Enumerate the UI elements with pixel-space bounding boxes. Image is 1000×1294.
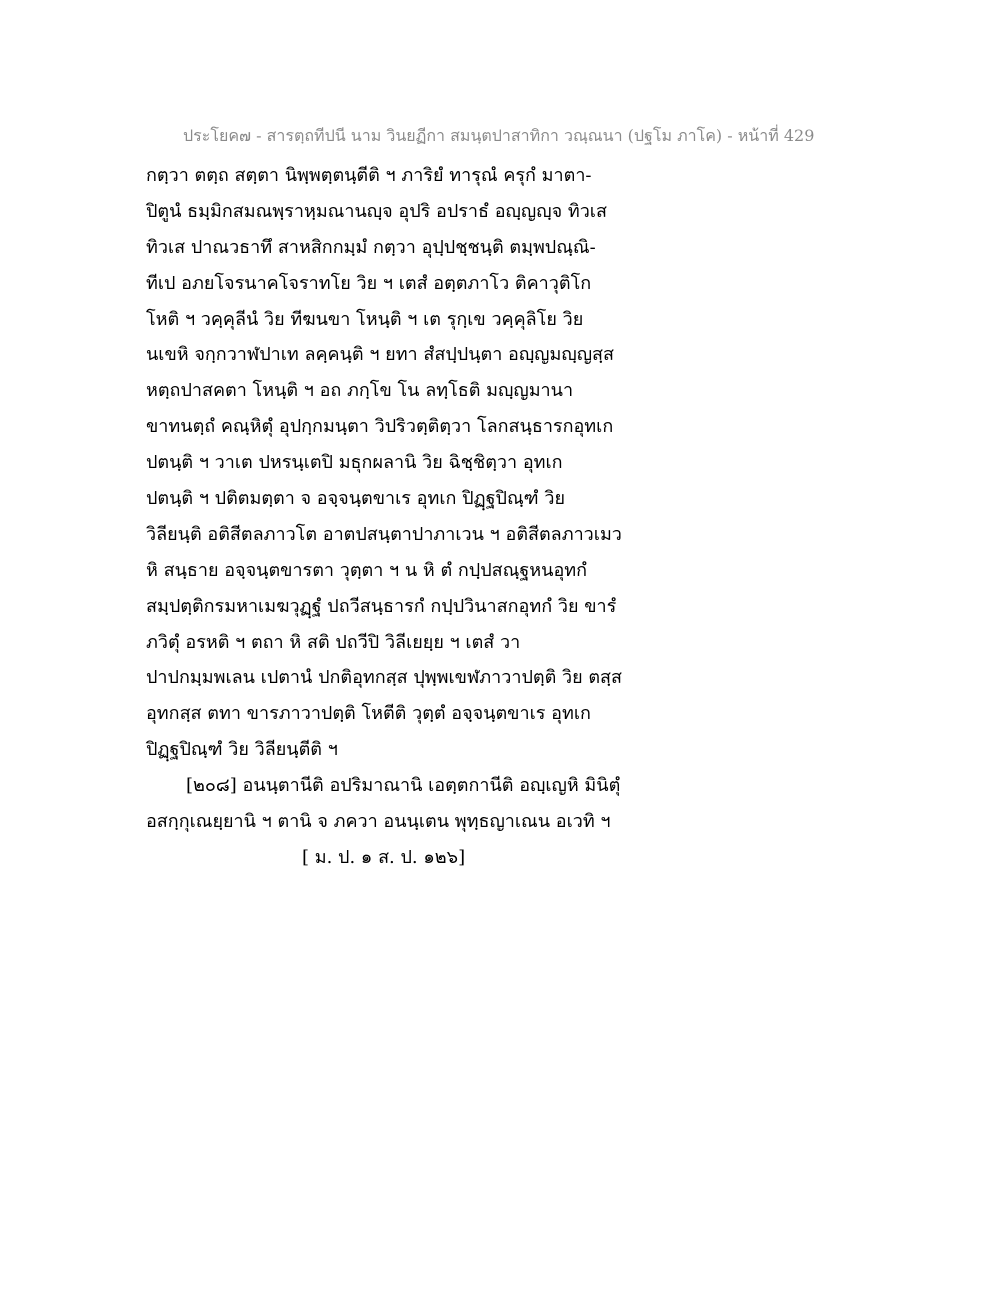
text-line: ทีเป อภยโจรนาคโจราทโย วิย ฯ เตสํ อตฺตภาโว ติคาวุติโก (146, 272, 592, 294)
text-line: นเขหิ จกฺกวาฬปาเท ลคฺคนฺติ ฯ ยทา สํสปฺปนฺตา อญฺญมญฺญสฺส (146, 344, 615, 366)
paragraph-208-line: [๒๐๘] อนนฺตานีติ อปริมาณานิ เอตฺตกานีติ อญฺเญหิ มินิตุํ (186, 775, 621, 797)
text-line: ปิฏฺฐปิณฺฑํ วิย วิลียนฺตีติ ฯ (146, 739, 338, 761)
text-line: ภวิตุํ อรหติ ฯ ตถา หิ สติ ปถวีปิ วิลีเยยฺย ฯ เตสํ วา (146, 631, 521, 653)
text-line: ปาปกมฺมพเลน เปตานํ ปกติอุทกสฺส ปุพฺพเขฬภาวาปตฺติ วิย ตสฺส (146, 667, 623, 689)
text-line: กตฺวา ตตฺถ สตฺตา นิพฺพตฺตนฺตีติ ฯ ภาริยํ ทารุณํ ครุกํ มาตา- (146, 165, 592, 186)
paragraph-208-line: อสกฺกุเณยฺยานิ ฯ ตานิ จ ภควา อนนฺเตน พุทฺธญาเณน อเวทิ ฯ (146, 811, 611, 833)
text-line: ปตนฺติ ฯ ปติตมตฺตา จ อจฺจนฺตขาเร อุทเก ปิฏฺฐปิณฺฑํ วิย (146, 488, 565, 510)
body-text (146, 158, 686, 876)
text-line: ปิตูนํ ธมฺมิกสมณพฺราหฺมณานญฺจ อุปริ อปราธํ อญฺญญฺจ ทิวเส (146, 200, 607, 222)
text-line: โหติ ฯ วคฺคุลีนํ วิย ทีฆนขา โหนฺติ ฯ เต รุกฺเข วคฺคุลิโย วิย (146, 308, 584, 330)
text-line: วิลียนฺติ อติสีตลภาวโต อาตปสนฺตาปาภาเวน ฯ อติสีตลภาวเมว (146, 523, 622, 545)
citation-reference: [ ม. ป. ๑ ส. ป. ๑๒๖] (302, 846, 466, 868)
text-line: สมฺปตฺติกรมหาเมฆวุฏฺฐํ ปถวีสนฺธารกํ กปฺปวินาสกอุทกํ วิย ขารํ (146, 595, 617, 617)
text-line: อุทกสฺส ตทา ขารภาวาปตฺติ โหตีติ วุตฺตํ อจฺจนฺตขาเร อุทเก (146, 703, 591, 725)
text-line: ทิวเส ปาณวธาทึ สาหสิกกมฺมํ กตฺวา อุปฺปชฺชนฺติ ตมฺพปณฺณิ- (146, 236, 596, 258)
running-header: ประโยค๗ - สารตฺถทีปนี นาม วินยฏีกา สมนฺตปาสาทิกา วณฺณนา (ปฐโม ภาโค) - หน้าที่ 429 (183, 126, 815, 145)
text-line: ปตนฺติ ฯ วาเต ปหรนฺเตปิ มธุกผลานิ วิย ฉิชฺชิตฺวา อุทเก (146, 452, 563, 474)
text-line: หิ สนฺธาย อจฺจนฺตขารตา วุตฺตา ฯ น หิ ตํ กปฺปสณฺฐหนอุทกํ (146, 559, 588, 581)
text-line: ขาทนตฺถํ คณฺหิตุํ อุปกฺกมนฺตา วิปริวตฺติตฺวา โลกสนฺธารกอุทเก (146, 416, 614, 438)
text-line: หตฺถปาสคตา โหนฺติ ฯ อถ ภกฺโข โน ลทฺโธติ มญฺญมานา (146, 380, 574, 402)
